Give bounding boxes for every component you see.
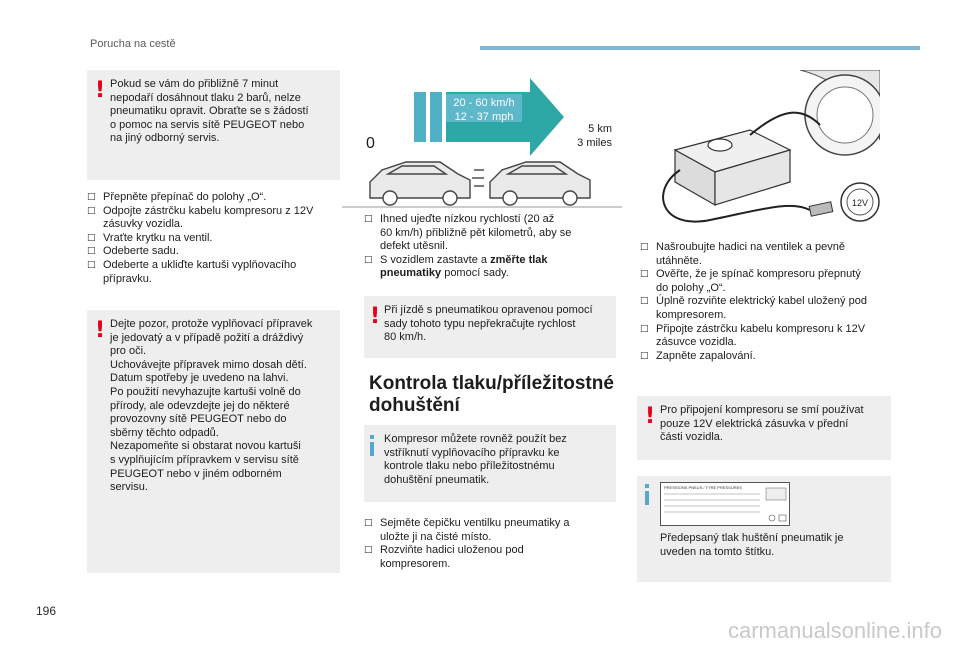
- list-item: □ Vraťte krytku na ventil.: [87, 231, 213, 244]
- warning-text: Pokud se vám do přibližně 7 minut nepodaří dosáhnout tlaku 2 barů, nelze pneumatiku opravit. Obraťte se s žádostí o pomoc na servis sítě PEUGEOT nebo na jiný odborný servis.: [110, 78, 309, 145]
- start-label: 0: [366, 135, 375, 152]
- info-text: Kompresor můžete rovněž použít bez vstříknutí vyplňovacího přípravku ke kontrole tlaku nebo příležitostnému dohuštění pneumatik.: [384, 433, 567, 486]
- warning-text: Při jízdě s pneumatikou opravenou pomocí sady tohoto typu nepřekračujte rychlost 80 km/h.: [384, 304, 593, 344]
- square-checkbox-icon: □: [87, 192, 96, 202]
- list-item: □ Připojte zástrčku kabelu kompresoru k 12V zásuvce vozidla.: [640, 322, 866, 349]
- distance-km-label: 5 km: [588, 123, 612, 135]
- info-box-compressor: [364, 425, 616, 502]
- square-checkbox-icon: □: [640, 323, 649, 334]
- info-icon: [645, 484, 649, 488]
- page-number: 196: [36, 604, 57, 618]
- exclamation-icon: !: [645, 404, 656, 429]
- running-header: Porucha na cestě: [90, 38, 176, 50]
- square-checkbox-icon: □: [640, 269, 649, 280]
- square-checkbox-icon: □: [87, 246, 96, 257]
- speed-mph-label: 12 - 37 mph: [454, 111, 514, 123]
- speed-distance-illustration: [342, 70, 622, 210]
- square-checkbox-icon: □: [364, 214, 373, 224]
- distance-miles-label: 3 miles: [577, 137, 612, 149]
- warning-text: Pro připojení kompresoru se smí používat pouze 12V elektrická zásuvka v přední části vozidla.: [660, 404, 864, 444]
- steps-list-col3: [640, 241, 900, 363]
- socket-label: 12V: [851, 198, 869, 208]
- square-checkbox-icon: □: [640, 242, 649, 252]
- exclamation-icon: !: [370, 304, 381, 329]
- list-item: □ Úplně rozviňte elektrický kabel uložený pod kompresorem.: [640, 295, 867, 321]
- list-item: □ Odeberte a ukliďte kartuši vyplňovacího přípravku.: [87, 258, 297, 285]
- square-checkbox-icon: □: [640, 350, 649, 361]
- header-bar: [480, 46, 920, 50]
- list-item: □ Ihned ujeďte nízkou rychlostí (20 až 60 km/h) přibližně pět kilometrů, aby se defekt utěsnil.: [364, 213, 572, 253]
- speed-bar: [430, 92, 442, 142]
- label-caption: PRESSIONS PNEUS / TYRE PRESSURES: [664, 485, 742, 490]
- warning-box-toxic: [87, 310, 340, 573]
- square-checkbox-icon: □: [364, 518, 373, 528]
- info-icon: [370, 435, 374, 439]
- square-checkbox-icon: □: [87, 232, 96, 243]
- list-item: □ Odeberte sadu.: [87, 245, 179, 258]
- watermark: carmanualsonline.info: [727, 618, 942, 643]
- warning-box-pressure: [87, 70, 340, 180]
- speed-kmh-label: 20 - 60 km/h: [453, 97, 515, 109]
- warning-text: Dejte pozor, protože vyplňovací přípravek je jedovatý a v případě požití a dráždivý pro oči. Uchovávejte přípravek mimo dosah dětí. Datum spotřeby je uvedeno na lahvi. Po použití nevyhazujte kartuši volně do přírody, ale odevzdejte jej do některé provozovny sítě PEUGEOT nebo do sběrny těchto odpadů. Nezapomeňte si obstarat novou kartuši s vyplňujícím přípravkem v servisu sítě PEUGEOT nebo v jiném odborném servisu.: [110, 318, 313, 494]
- list-item: □ Odpojte zástrčku kabelu kompresoru z 12V zásuvky vozidla.: [87, 204, 314, 231]
- steps-list-col2: [364, 213, 620, 281]
- section-title: Kontrola tlaku/příležitostné dohuštění: [369, 373, 614, 416]
- car-moving-icon: [472, 162, 590, 205]
- compressor-illustration: [640, 70, 880, 240]
- tyre-pressure-label-image: [660, 482, 790, 526]
- list-item: □ Našroubujte hadici na ventilek a pevně utáhněte.: [640, 241, 845, 267]
- square-checkbox-icon: □: [364, 254, 373, 265]
- list-item: □ Zapněte zapalování.: [640, 349, 756, 362]
- compressor-icon: [675, 130, 790, 205]
- info-box-label: [637, 476, 891, 582]
- exclamation-icon: !: [95, 78, 106, 103]
- plug-icon: [809, 202, 833, 216]
- square-checkbox-icon: □: [640, 296, 649, 307]
- list-item: □ Sejměte čepičku ventilku pneumatiky a uložte ji na čisté místo.: [364, 517, 570, 543]
- speed-bar: [414, 92, 426, 142]
- warning-box-speed: [364, 296, 616, 358]
- warning-box-socket: [637, 396, 891, 460]
- steps-list-col1: [87, 191, 342, 286]
- list-item: □ S vozidlem zastavte a změřte tlak pneumatiky pomocí sady.: [364, 253, 548, 280]
- list-item: □ Ověřte, že je spínač kompresoru přepnutý do polohy „O“.: [640, 268, 861, 294]
- square-checkbox-icon: □: [87, 205, 96, 216]
- info-icon-bar: [370, 442, 374, 456]
- square-checkbox-icon: □: [364, 545, 373, 556]
- rim-shape: [817, 87, 873, 143]
- square-checkbox-icon: □: [87, 259, 96, 270]
- info-text: Předepsaný tlak huštění pneumatik je uveden na tomto štítku.: [660, 532, 844, 558]
- list-item: □ Rozviňte hadici uloženou pod kompresorem.: [364, 544, 524, 570]
- info-icon-bar: [645, 491, 649, 505]
- exclamation-icon: !: [95, 318, 106, 343]
- car-icon: [370, 162, 470, 205]
- list-item: □ Přepněte přepínač do polohy „O“.: [87, 191, 267, 203]
- steps-list-col2b: [364, 517, 620, 571]
